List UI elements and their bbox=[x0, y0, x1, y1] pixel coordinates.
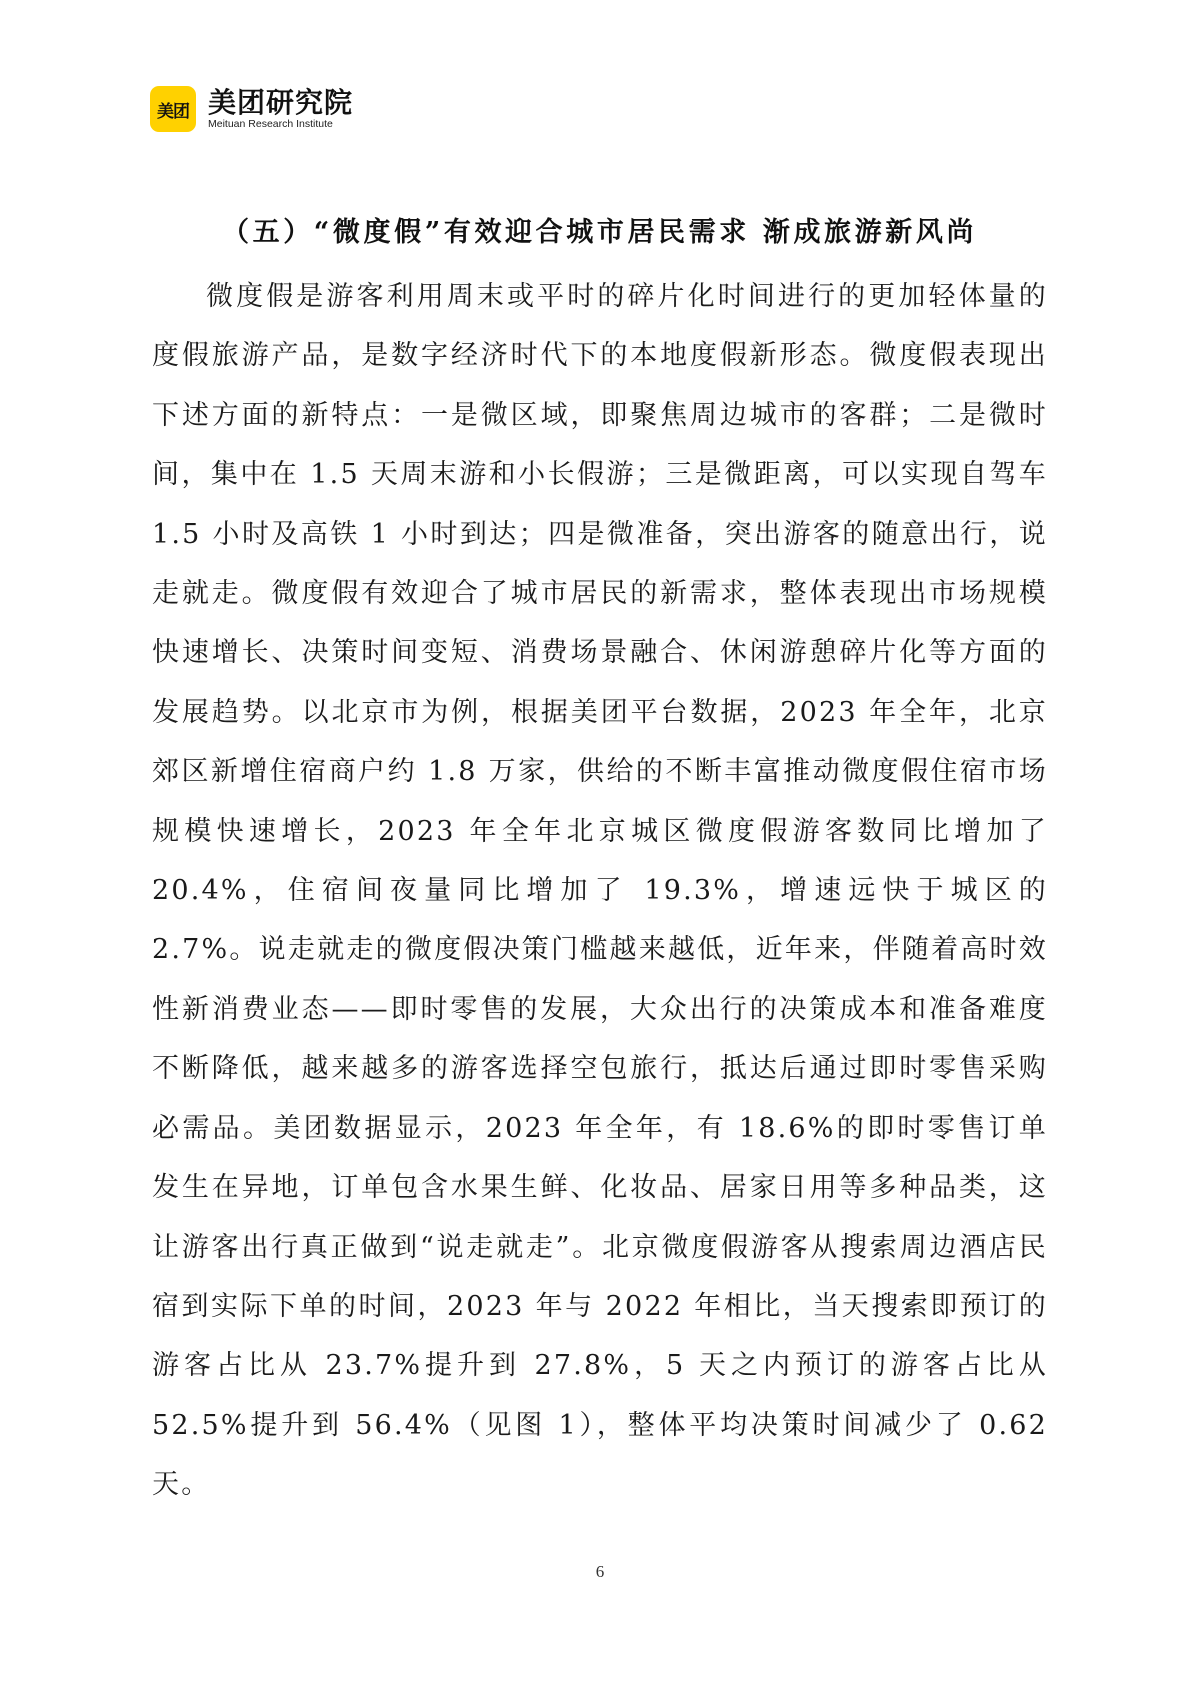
document-header bbox=[150, 86, 353, 132]
logo-text-group bbox=[208, 85, 354, 131]
org-name-cn: 美团研究院 bbox=[208, 85, 354, 119]
page-number: 6 bbox=[595, 1562, 605, 1581]
section-heading: （五）“微度假”有效迎合城市居民需求 渐成旅游新风尚 bbox=[222, 217, 978, 248]
meituan-logo-badge: 美团 bbox=[150, 86, 196, 132]
org-name-en: Meituan Research Institute bbox=[208, 117, 333, 130]
body-paragraph: 微度假是游客利用周末或平时的碎片化时间进行的更加轻体量的度假旅游产品，是数字经济时代下的本地度假新形态。微度假表现出下述方面的新特点：一是微区域，即聚焦周边城市的客群；二是微时间，集中在 1.5 天周末游和小长假游；三是微距离，可以实现自驾车 1.5 小时及高铁 1 小时到达；四是微准备，突出游客的随意出行，说走就走。微度假有效迎合了城市居民的新需求，整体表现出市场规模快速增长、决策时间变短、消费场景融合、休闲游憩碎片化等方面的发展趋势。以北京市为例，根据美团平台数据，2023 年全年，北京郊区新增住宿商户约 1.8 万家，供给的不断丰富推动微度假住宿市场规模快速增长，2023 年全年北京城区微度假游客数同比增加了 20.4%，住宿间夜量同比增加了 19.3%，增速远快于城区的 2.7%。说走就走的微度假决策门槛越来越低，近年来，伴随着高时效性新消费业态——即时零售的发展，大众出行的决策成本和准备难度不断降低，越来越多的游客选择空包旅行，抵达后通过即时零售采购必需品。美团数据显示，2023 年全年，有 18.6%的即时零售订单发生在异地，订单包含水果生鲜、化妆品、居家日用等多种品类，这让游客出行真正做到“说走就走”。北京微度假游客从搜索周边酒店民宿到实际下单的时间，2023 年与 2022 年相比，当天搜索即预订的游客占比从 23.7%提升到 27.8%，5 天之内预订的游客占比从 52.5%提升到 56.4%（见图 1），整体平均决策时间减少了 0.62 天。 bbox=[152, 281, 1048, 1501]
document-body bbox=[152, 205, 1048, 1515]
